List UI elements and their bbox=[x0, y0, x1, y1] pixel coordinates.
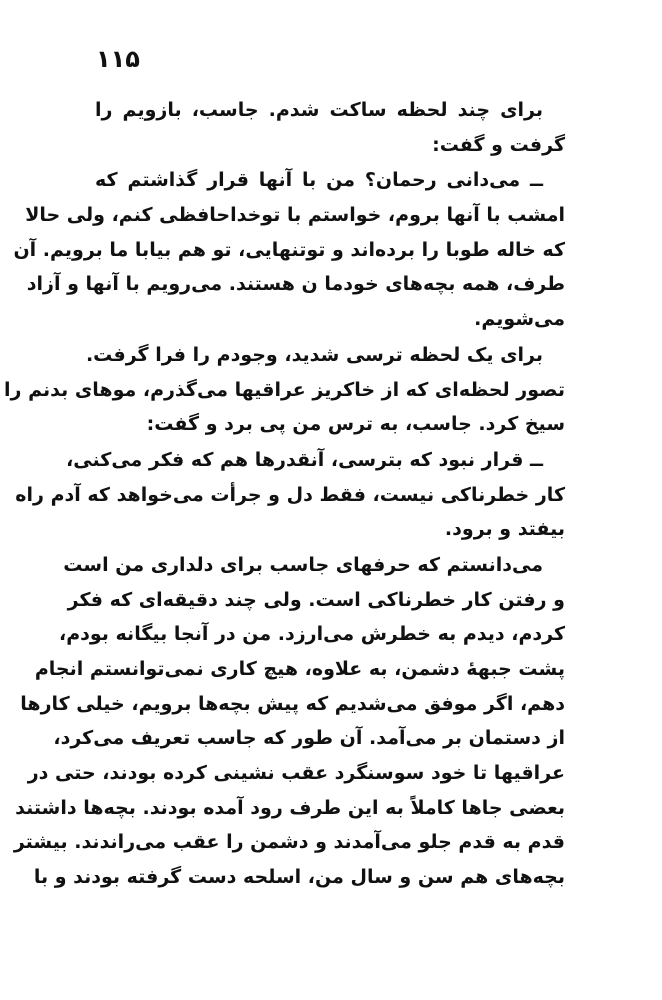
text-line: ــ قرار نبود که بترسی، آنقدرها هم که فکر می‌کنی، bbox=[66, 448, 543, 471]
text-line: کردم، دیدم به خطرش می‌ارزد. من در آنجا بیگانه بودم، bbox=[58, 623, 565, 646]
text-line: که خاله طوبا را برده‌اند و توتنهایی، تو هم بیابا ما برویم. آن bbox=[13, 238, 565, 261]
text-line: و رفتن کار خطرناکی است. ولی چند دقیقه‌ای که فکر bbox=[67, 588, 565, 611]
text-line: گرفت و گفت: bbox=[432, 133, 565, 156]
text-line: بعضی جاها کاملاً به این طرف رود آمده بودند. بچه‌ها داشتند bbox=[15, 796, 565, 819]
page-number: ۱۱۵ bbox=[96, 45, 140, 73]
text-line: پشت جبههٔ دشمن، به علاوه، هیچ کاری نمی‌توانستم انجام bbox=[34, 658, 565, 680]
text-line: کار خطرناکی نیست، فقط دل و جرأت می‌خواهد که آدم راه bbox=[15, 483, 565, 506]
text-line: امشب با آنها بروم، خواستم با توخداحافظی کنم، ولی حالا bbox=[25, 204, 565, 227]
text-line: از دستمان بر می‌آمد. آن طور که جاسب تعریف می‌کرد، bbox=[53, 727, 565, 750]
text-line: دهم، اگر موفق می‌شدیم که پیش بچه‌ها برویم، خیلی کارها bbox=[20, 692, 565, 715]
text-line: قدم به قدم جلو می‌آمدند و دشمن را عقب می‌راندند. بیشتر bbox=[13, 831, 565, 854]
text-line: می‌شویم. bbox=[474, 308, 565, 331]
text-line: تصور لحظه‌ای که از خاکریز عراقیها می‌گذرم، موهای بدنم را bbox=[4, 378, 565, 401]
text-line: طرف، همه بچه‌های خودما ن هستند. می‌رویم با آنها و آزاد bbox=[26, 273, 565, 296]
text-line: سیخ کرد. جاسب، به ترس من پی برد و گفت: bbox=[146, 413, 565, 436]
text-line: بیفتد و برود. bbox=[444, 518, 565, 541]
body-text bbox=[4, 93, 565, 896]
paragraph-5 bbox=[13, 548, 565, 895]
text-line: بچه‌های هم سن و سال من، اسلحه دست گرفته بودند و با bbox=[33, 866, 565, 889]
paragraph-1 bbox=[95, 93, 565, 162]
text-line: می‌دانستم که حرفهای جاسب برای دلداری من است bbox=[63, 553, 543, 576]
paragraph-3 bbox=[4, 338, 565, 442]
text-line: ــ می‌دانی رحمان؟ من با آنها قرار گذاشتم که bbox=[95, 169, 543, 192]
text-line: عراقیها تا خود سوسنگرد عقب نشینی کرده بودند، حتی در bbox=[27, 762, 565, 785]
paragraph-2 bbox=[13, 163, 565, 336]
text-line: برای چند لحظه ساکت شدم. جاسب، بازویم را bbox=[95, 99, 543, 121]
text-line: برای یک لحظه ترسی شدید، وجودم را فرا گرفت. bbox=[85, 343, 543, 366]
paragraph-4 bbox=[15, 443, 565, 547]
